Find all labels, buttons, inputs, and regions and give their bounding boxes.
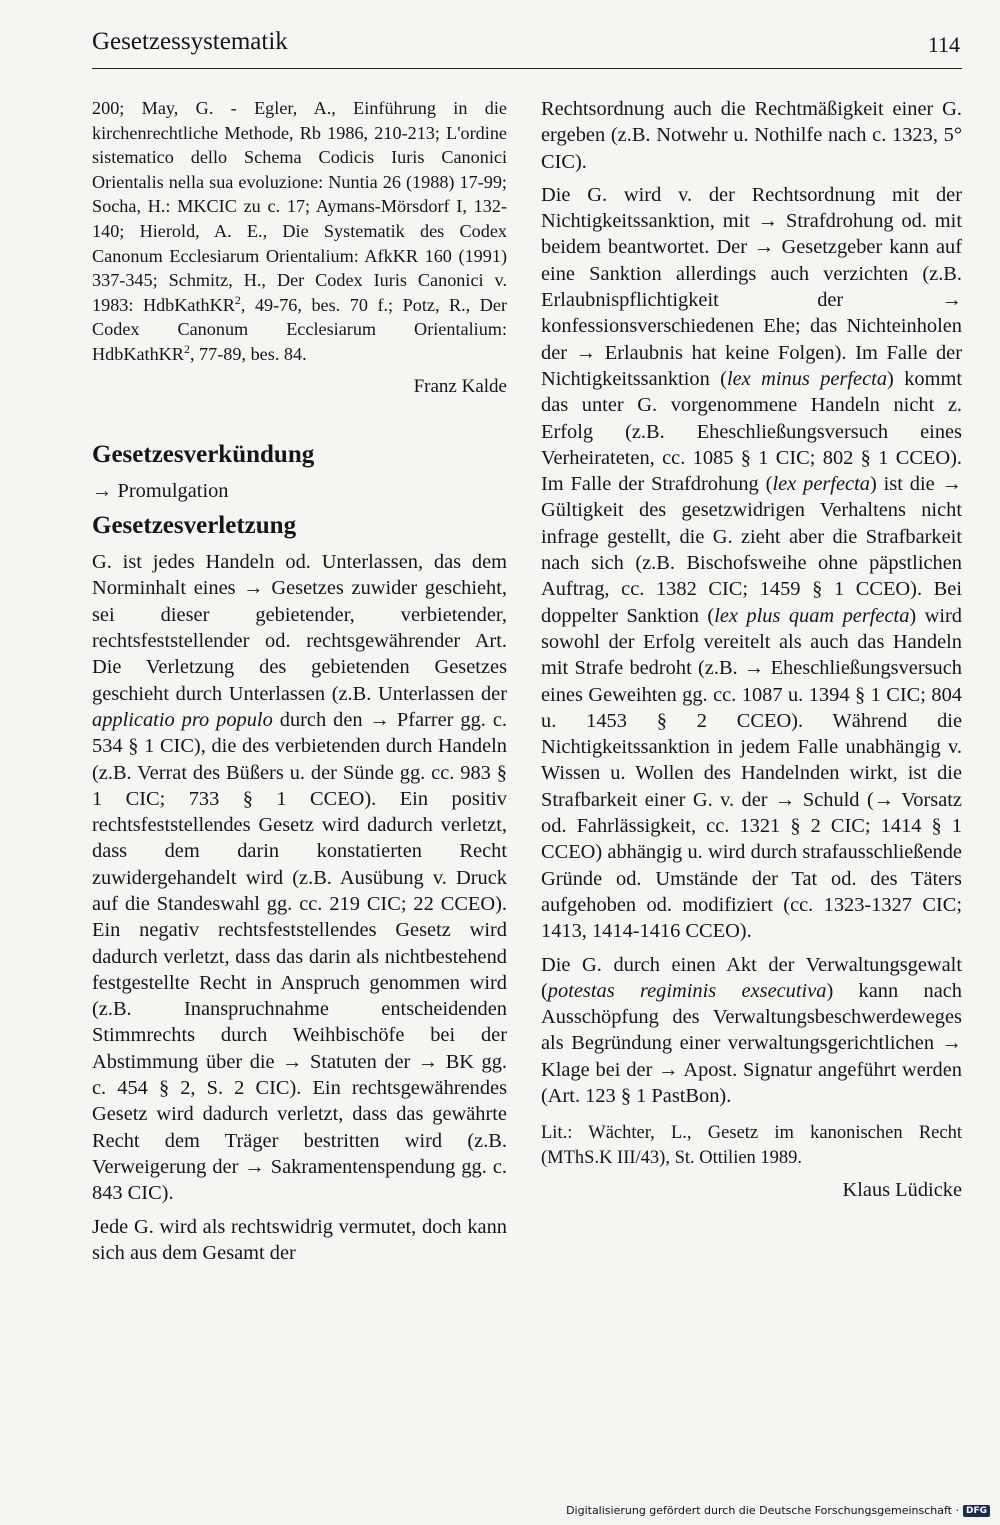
- body-paragraph: Rechtsordnung auch die Rechtmäßigkeit einer G. ergeben (z.B. Notwehr u. Nothilfe nach c. 1323, 5° CIC).: [541, 98, 962, 173]
- dfg-logo: DFG: [963, 1505, 990, 1517]
- bibliography-continued: 200; May, G. - Egler, A., Einführung in die kirchenrechtliche Methode, Rb 1986, 210-213; L'ordine sistematico dello Schema Codicis Iuris Canonici Orientalis nella sua evoluzione: Nuntia 26 (1988) 17-99; Socha, H.: MKCIC zu c. 17; Aymans-Mörsdorf I, 132-140; Hierold, A. E., Die Systematik des Codex Canonum Ecclesiarum Orientalium: AfkKR 160 (1991) 337-345; Schmitz, H., Der Codex Iuris Canonici v. 1983: HdbKathKR$^2$, 49-76, bes. 70 f.; Potz, R., Der Codex Canonum Ecclesiarum Orientalium: HdbKathKR$^2$, 77-89, bes. 84.: [92, 98, 508, 364]
- funding-footer: [566, 1504, 990, 1517]
- body-paragraph: Die G. durch einen Akt der Verwaltungsgewalt (potestas regiminis exsecutiva) kann nach Ausschöpfung des Verwaltungsbeschwerdeweges als Begründung einer verwaltungsgerichtlichen → Klage bei der → Apost. Signatur angeführt werden (Art. 123 § 1 PastBon).: [541, 953, 962, 1107]
- page-header: [92, 28, 962, 69]
- running-title: Gesetzessystematik: [92, 28, 288, 55]
- author-signature: Klaus Lüdicke: [842, 1179, 962, 1202]
- literature-reference: Lit.: Wächter, L., Gesetz im kanonischen Recht (MThS.K III/43), St. Ottilien 1989.: [541, 1123, 962, 1169]
- body-paragraph: G. ist jedes Handeln od. Unterlassen, das dem Norminhalt eines → Gesetzes zuwider geschieht, sei dieser gebietender, verbietender, rechtsfeststellender od. rechtsgewährender Art. Die Verletzung des gebietenden Gesetzes geschieht durch Unterlassen (z.B. Unterlassen der applicatio pro populo durch den → Pfarrer gg. c. 534 § 1 CIC), die des verbietenden durch Handeln (z.B. Verrat des Büßers u. der Sünde gg. cc. 983 § 1 CIC; 733 § 1 CCEO). Ein positiv rechtsfeststellendes Gesetz wird dadurch verletzt, dass dem darin konstatierten Recht zuwidergehandelt wird (z.B. Ausübung v. Druck auf die Standeswahl gg. cc. 219 CIC; 22 CCEO). Ein negativ rechtsfeststellendes Gesetz wird dadurch verletzt, dass das darin als nichtbestehend festgestellte Recht in Anspruch genommen wird (z.B. Inanspruchnahme entscheidenden Stimmrechts durch Weihbischöfe bei der Abstimmung über die → Statuten der → BK gg. c. 454 § 2, S. 2 CIC). Ein rechtsgewährendes Gesetz wird dadurch verletzt, dass das gewährte Recht dem Träger bestritten wird (z.B. Verweigerung der → Sakramentenspendung gg. c. 843 CIC).: [92, 551, 507, 1205]
- entry-heading: Gesetzesverletzung: [92, 512, 297, 540]
- author-signature: Franz Kalde: [413, 375, 507, 397]
- footer-text: Digitalisierung gefördert durch die Deutsche Forschungsgemeinschaft ·: [566, 1504, 959, 1517]
- cross-reference: → Promulgation: [92, 479, 229, 502]
- body-paragraph: Jede G. wird als rechtswidrig vermutet, doch kann sich aus dem Gesamt der: [92, 1215, 507, 1264]
- right-column: [541, 96, 962, 1204]
- left-column: [92, 96, 507, 1273]
- page-number: 114: [927, 32, 960, 57]
- entry-heading: Gesetzesverkündung: [92, 440, 315, 468]
- body-paragraph: Die G. wird v. der Rechtsordnung mit der Nichtigkeitssanktion, mit → Strafdrohung od. mit beidem beantwortet. Der → Gesetzgeber kann auf eine Sanktion allerdings auch verzichten (z.B. Erlaubnispflichtigkeit der → konfessionsverschiedenen Ehe; das Nichteinholen der → Erlaubnis hat keine Folgen). Im Falle der Nichtigkeitssanktion (lex minus perfecta) kommt das unter G. vorgenommene Handeln nicht z. Erfolg (z.B. Eheschließungsversuch eines Verheirateten, cc. 1085 § 1 CIC; 802 § 1 CCEO). Im Falle der Strafdrohung (lex perfecta) ist die → Gültigkeit des gesetzwidrigen Verhaltens nicht infrage gestellt, die G. zieht aber die Strafbarkeit nach sich (z.B. Bischofsweihe ohne päpstlichen Auftrag, cc. 1382 CIC; 1459 § 1 CCEO). Bei doppelter Sanktion (lex plus quam perfecta) wird sowohl der Erfolg vereitelt als auch das Handeln mit Strafe bedroht (z.B. → Eheschließungsversuch eines Geweihten gg. cc. 1087 u. 1394 § 1 CIC; 804 u. 1453 § 2 CCEO). Während die Nichtigkeitssanktion in jedem Falle unabhängig v. Wissen u. Wollen des Handelnden wirkt, ist die Strafbarkeit einer G. v. der → Schuld (→ Vorsatz od. Fahrlässigkeit, cc. 1321 § 2 CIC; 1414 § 1 CCEO) abhängig u. wird durch strafausschließende Gründe od. Umstände der Tat od. des Täters aufgehoben od. modifiziert (cc. 1323-1327 CIC; 1413, 1414-1416 CCEO).: [541, 183, 962, 943]
